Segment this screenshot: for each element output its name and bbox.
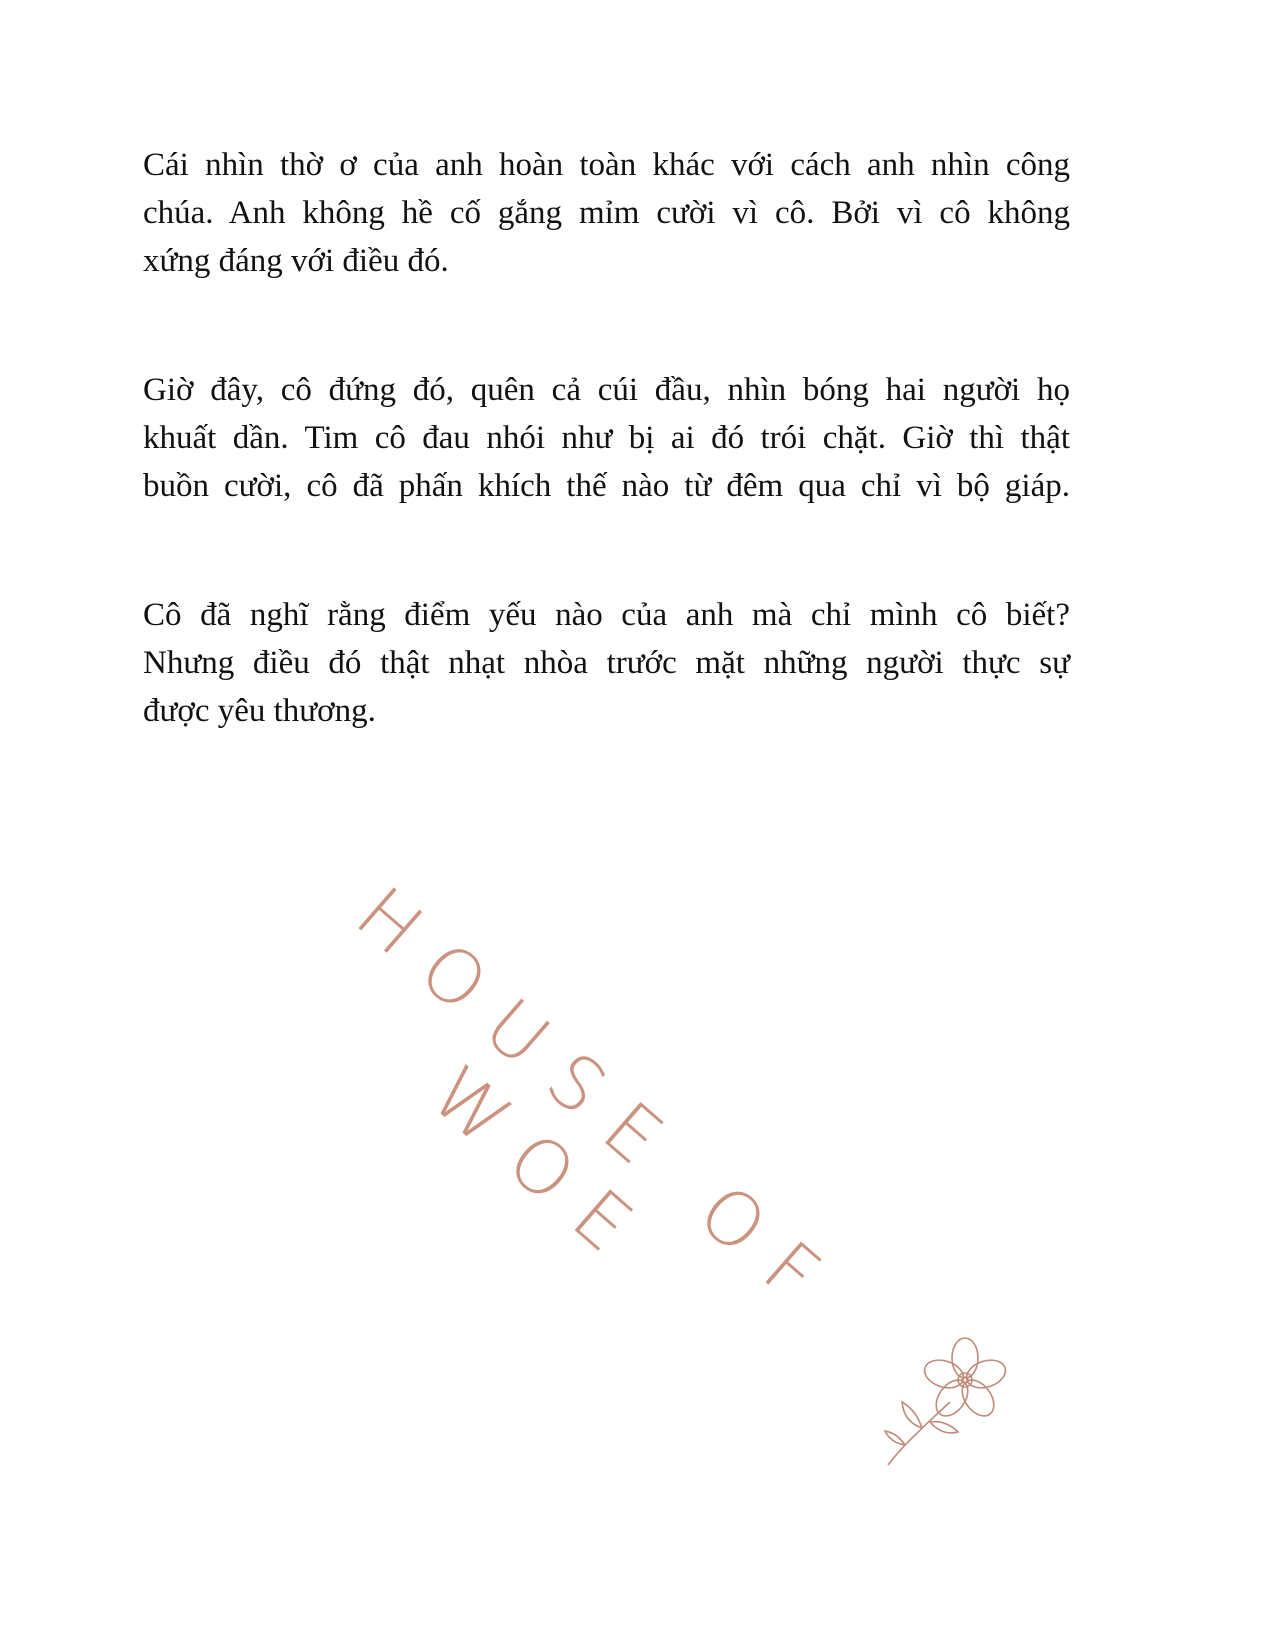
text-line: được yêu thương. bbox=[143, 693, 376, 729]
paragraph-1 bbox=[143, 141, 1070, 285]
text-line: chúa. Anh không hề cố gắng mỉm cười vì cô. Bởi vì cô không bbox=[143, 195, 1070, 231]
text-line: xứng đáng với điều đó. bbox=[143, 243, 449, 279]
watermark-text: HOUSE OF WOE bbox=[339, 870, 857, 1337]
paragraph-3 bbox=[143, 591, 1070, 735]
text-line: khuất dần. Tim cô đau nhói như bị ai đó trói chặt. Giờ thì thật bbox=[143, 420, 1070, 456]
text-line: buồn cười, cô đã phấn khích thế nào từ đêm qua chỉ vì bộ giáp. bbox=[143, 468, 1070, 504]
flower-icon bbox=[880, 1330, 1020, 1470]
paragraph-2 bbox=[143, 366, 1070, 510]
text-line: Cô đã nghĩ rằng điểm yếu nào của anh mà chỉ mình cô biết? bbox=[143, 597, 1070, 633]
text-line: Nhưng điều đó thật nhạt nhòa trước mặt những người thực sự bbox=[143, 645, 1070, 681]
text-line: Giờ đây, cô đứng đó, quên cả cúi đầu, nhìn bóng hai người họ bbox=[143, 372, 1070, 408]
text-line: Cái nhìn thờ ơ của anh hoàn toàn khác với cách anh nhìn công bbox=[143, 147, 1070, 183]
